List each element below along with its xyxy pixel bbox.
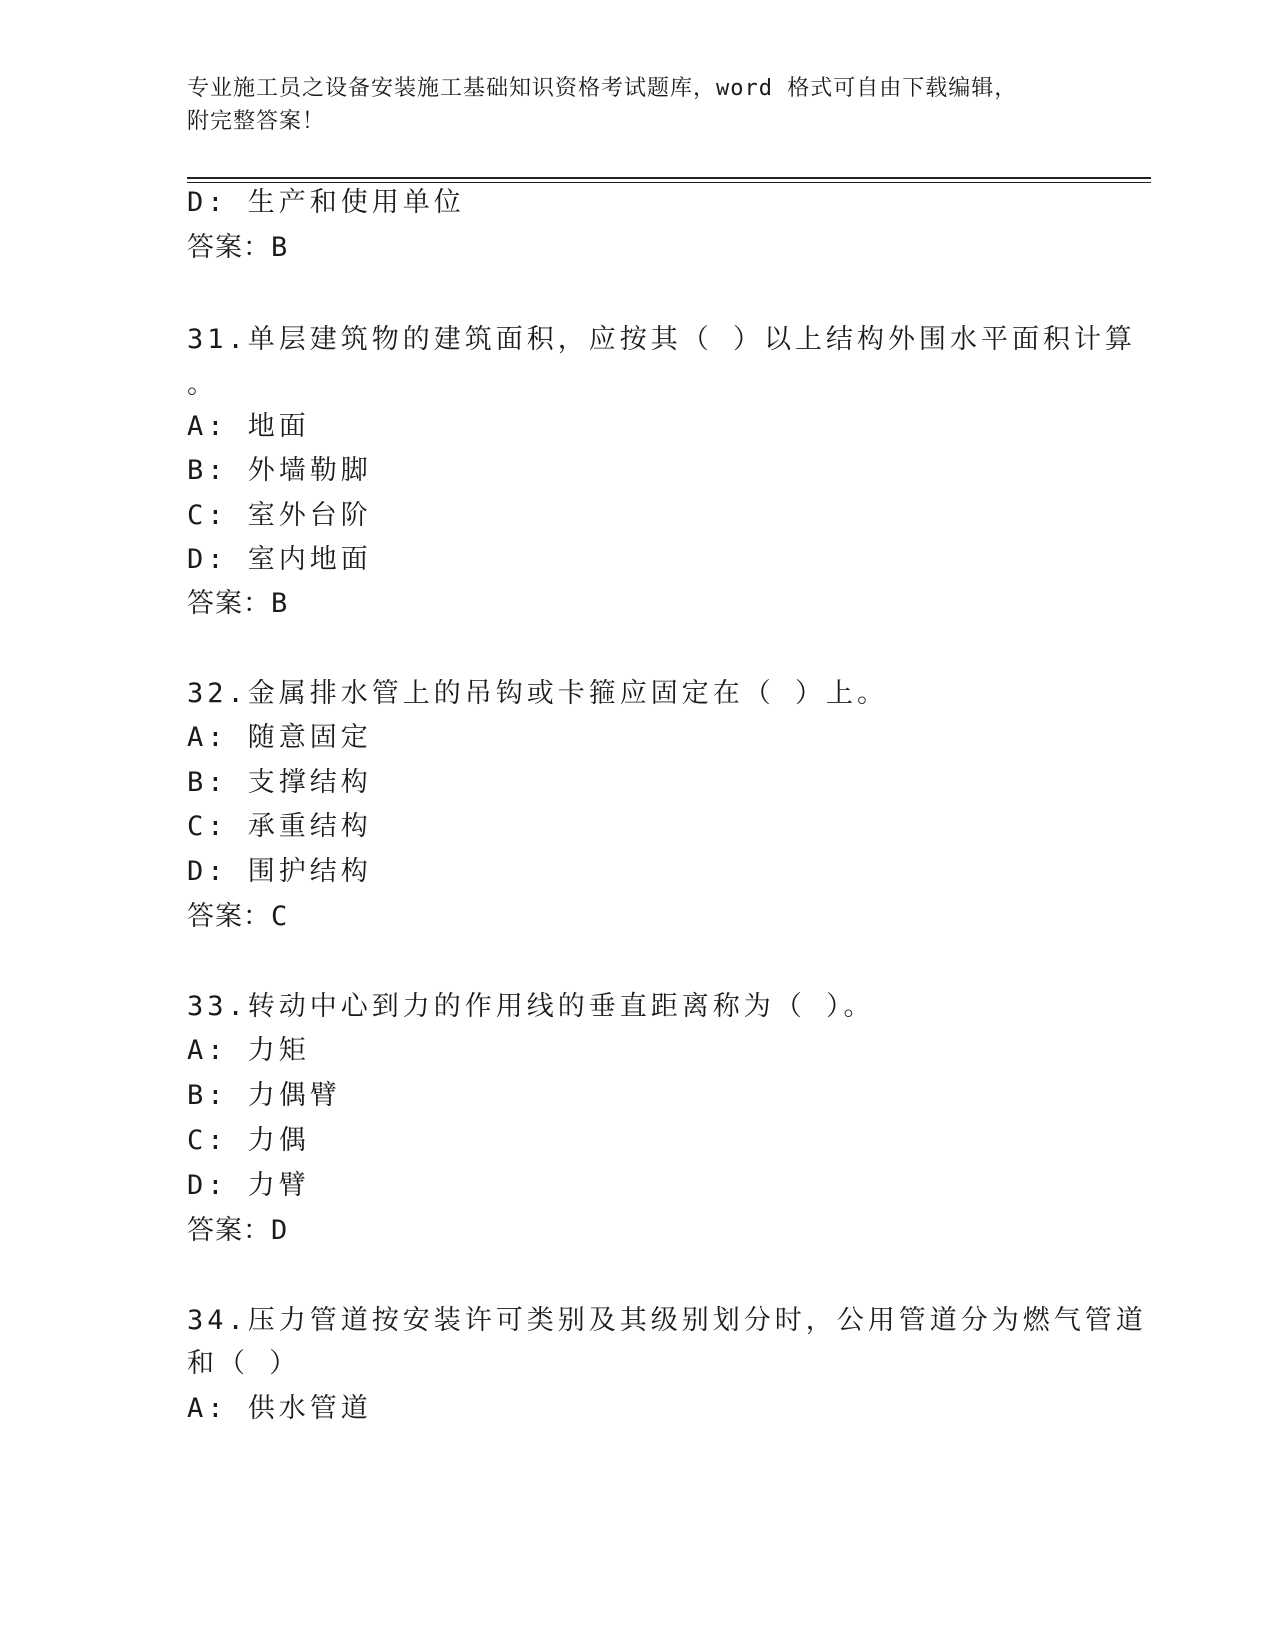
header-rule-thick — [187, 177, 1151, 179]
q32-option-d: D: 围护结构 — [187, 856, 372, 887]
header-title-line-2: 附完整答案！ — [187, 109, 326, 134]
header-rule-thin — [187, 182, 1151, 183]
q32-option-b: B: 支撑结构 — [187, 767, 372, 798]
q31-answer: 答案：B — [187, 588, 289, 619]
q31-stem-line-1: 31.单层建筑物的建筑面积，应按其（ ）以上结构外围水平面积计算 — [187, 324, 1137, 355]
q33-option-b: B: 力偶臂 — [187, 1080, 341, 1111]
q33-stem: 33.转动中心到力的作用线的垂直距离称为（ ）。 — [187, 991, 875, 1022]
q31-option-a: A: 地面 — [187, 411, 310, 442]
q33-option-a: A: 力矩 — [187, 1035, 310, 1066]
q31-stem-line-2: 。 — [187, 369, 218, 400]
q31-option-c: C: 室外台阶 — [187, 500, 372, 531]
q31-option-d: D: 室内地面 — [187, 544, 372, 575]
q33-option-d: D: 力臂 — [187, 1170, 310, 1201]
prev-option-d: D: 生产和使用单位 — [187, 187, 465, 218]
document-header — [187, 72, 1087, 138]
q32-answer: 答案：C — [187, 901, 289, 932]
q34-option-a: A: 供水管道 — [187, 1393, 372, 1424]
q33-answer: 答案：D — [187, 1215, 289, 1246]
q32-option-a: A: 随意固定 — [187, 722, 372, 753]
q32-option-c: C: 承重结构 — [187, 811, 372, 842]
header-title-line-1: 专业施工员之设备安装施工基础知识资格考试题库，word 格式可自由下载编辑， — [187, 76, 1018, 101]
q34-stem-line-2: 和（ ） — [187, 1348, 301, 1379]
q31-option-b: B: 外墙勒脚 — [187, 455, 372, 486]
prev-answer: 答案：B — [187, 232, 289, 263]
q32-stem: 32.金属排水管上的吊钩或卡箍应固定在（ ）上。 — [187, 678, 889, 709]
q34-stem-line-1: 34.压力管道按安装许可类别及其级别划分时，公用管道分为燃气管道 — [187, 1305, 1147, 1336]
q33-option-c: C: 力偶 — [187, 1125, 310, 1156]
